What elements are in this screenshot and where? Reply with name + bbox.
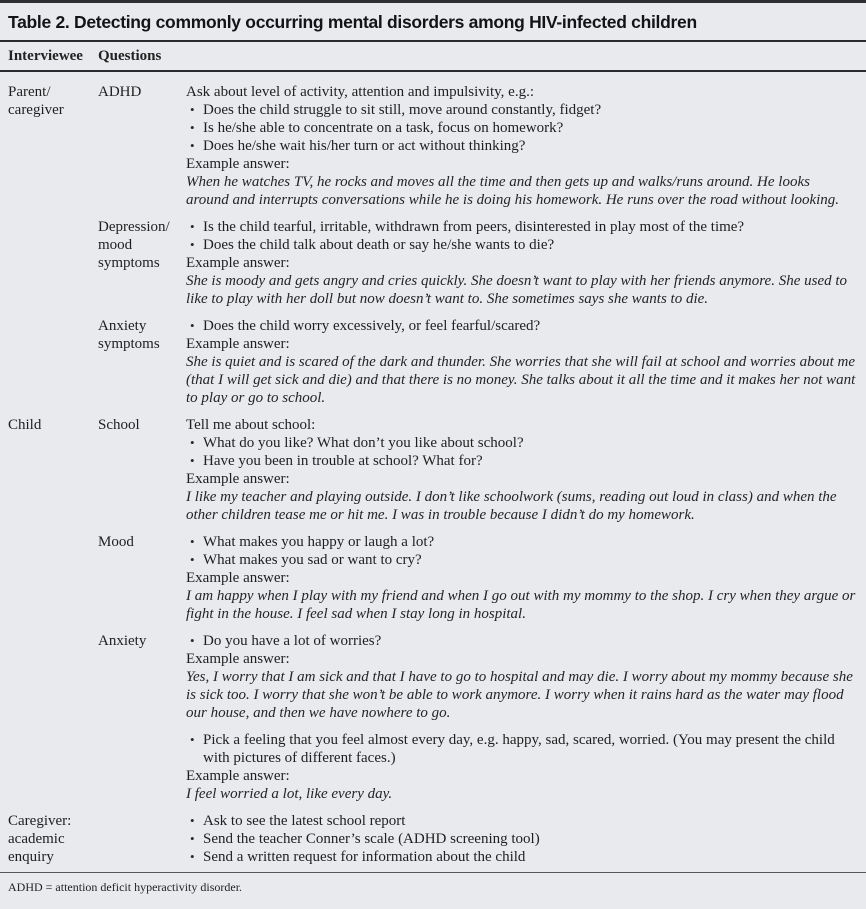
table-title: Table 2. Detecting commonly occurring mental disorders among HIV-infected children — [8, 12, 697, 32]
example-answer-label: Example answer: — [186, 471, 290, 487]
table-row — [0, 218, 866, 308]
interviewee-line: Caregiver: — [8, 813, 72, 829]
topic-cell — [98, 317, 186, 407]
interviewee-line: Child — [8, 417, 42, 433]
content-cell — [186, 812, 856, 866]
table-row — [0, 533, 866, 623]
topic-cell — [98, 218, 186, 308]
content-cell — [186, 317, 856, 407]
topic-cell — [98, 632, 186, 803]
question-intro: Tell me about school: — [186, 417, 316, 433]
header-row — [0, 42, 866, 70]
example-answer-label: Example answer: — [186, 768, 290, 784]
content-cell — [186, 218, 856, 308]
bullet-item: • Does the child talk about death or say he/she wants to die? — [186, 236, 856, 254]
question-block — [186, 812, 856, 866]
content-cell — [186, 83, 856, 209]
bullet-item: • Does he/she wait his/her turn or act without thinking? — [186, 137, 856, 155]
interviewee-cell — [8, 533, 98, 623]
question-block — [186, 533, 856, 623]
topic-cell — [98, 533, 186, 623]
example-answer-text: She is moody and gets angry and cries quickly. She doesn’t want to play with her friends anymore. She used to like to play with her doll but now doesn’t want to. She sometimes says she wants to die. — [186, 273, 848, 307]
topic-line: mood — [98, 237, 133, 253]
topic-line: School — [98, 417, 140, 433]
question-block — [186, 83, 856, 209]
bullet-item: • Is he/she able to concentrate on a task, focus on homework? — [186, 119, 856, 137]
topic-line: symptoms — [98, 336, 160, 352]
bullet-item: • Does the child worry excessively, or feel fearful/scared? — [186, 317, 856, 335]
example-answer-label: Example answer: — [186, 570, 290, 586]
question-block — [186, 731, 856, 803]
interviewee-cell — [8, 812, 98, 866]
content-cell — [186, 632, 856, 803]
example-answer-label: Example answer: — [186, 255, 290, 271]
table-row — [0, 83, 866, 209]
topic-line: ADHD — [98, 84, 142, 100]
example-answer-text: I am happy when I play with my friend and when I go out with my mommy to the shop. I cry when they argue or fight in the house. I feel sad when I stay long in hospital. — [186, 588, 856, 622]
example-answer-text: Yes, I worry that I am sick and that I have to go to hospital and may die. I worry about my mommy because she is sick too. I worry that she won’t be able to work anymore. I worry when it rains hard as the water may flood our house, and then we have nowhere to go. — [186, 669, 853, 721]
table-row — [0, 317, 866, 407]
topic-line: Anxiety — [98, 318, 147, 334]
example-answer-text: She is quiet and is scared of the dark and thunder. She worries that she will fail at school and worries about me (that I will get sick and die) and that there is no money. She talks about it all the time and it makes her not want to play or go to school. — [186, 354, 856, 406]
topic-line: symptoms — [98, 255, 160, 271]
bullet-item: • Have you been in trouble at school? What for? — [186, 452, 856, 470]
example-answer-text: I feel worried a lot, like every day. — [186, 786, 393, 802]
question-block — [186, 632, 856, 722]
table-row — [0, 812, 866, 866]
bullet-item: • Is the child tearful, irritable, withdrawn from peers, disinterested in play most of the time? — [186, 218, 856, 236]
example-answer-label: Example answer: — [186, 651, 290, 667]
topic-cell — [98, 416, 186, 524]
bullet-item: • What makes you happy or laugh a lot? — [186, 533, 856, 551]
table-row — [0, 416, 866, 524]
interviewee-cell — [8, 83, 98, 209]
content-cell — [186, 533, 856, 623]
topic-line: Anxiety — [98, 633, 147, 649]
example-answer-text: I like my teacher and playing outside. I don’t like schoolwork (sums, reading out loud in class) and when the other children tease me or hit me. I was in trouble because I didn’t do my homework. — [186, 489, 837, 523]
bullet-item: • Ask to see the latest school report — [186, 812, 856, 830]
example-answer-label: Example answer: — [186, 156, 290, 172]
example-answer-label: Example answer: — [186, 336, 290, 352]
interviewee-line: Parent/ — [8, 84, 51, 100]
content-cell — [186, 416, 856, 524]
interviewee-cell — [8, 632, 98, 803]
bullet-item: • Send a written request for information about the child — [186, 848, 856, 866]
bullet-item: • Send the teacher Conner’s scale (ADHD screening tool) — [186, 830, 856, 848]
interviewee-cell — [8, 218, 98, 308]
table-body — [0, 72, 866, 866]
topic-line: Depression/ — [98, 219, 170, 235]
question-block — [186, 218, 856, 308]
interviewee-cell — [8, 317, 98, 407]
question-intro: Ask about level of activity, attention and impulsivity, e.g.: — [186, 84, 534, 100]
column-header-questions: Questions — [98, 48, 162, 64]
bullet-item: • Pick a feeling that you feel almost every day, e.g. happy, sad, scared, worried. (You may present the child with pictures of different faces.) — [186, 731, 856, 767]
topic-cell — [98, 83, 186, 209]
bullet-item: • Do you have a lot of worries? — [186, 632, 856, 650]
column-header-interviewee: Interviewee — [8, 48, 83, 64]
interviewee-line: enquiry — [8, 849, 54, 865]
topic-line: Mood — [98, 534, 134, 550]
question-block — [186, 416, 856, 524]
table-row — [0, 632, 866, 803]
bullet-item: • Does the child struggle to sit still, move around constantly, fidget? — [186, 101, 856, 119]
interviewee-line: academic — [8, 831, 65, 847]
bullet-item: • What do you like? What don’t you like about school? — [186, 434, 856, 452]
example-answer-text: When he watches TV, he rocks and moves all the time and then gets up and walks/runs around. He looks around and interrupts conversations while he is doing his homework. He runs over the road without looking. — [186, 174, 840, 208]
interviewee-line: caregiver — [8, 102, 64, 118]
bullet-item: • What makes you sad or want to cry? — [186, 551, 856, 569]
question-block — [186, 317, 856, 407]
interviewee-cell — [8, 416, 98, 524]
topic-cell — [98, 812, 186, 866]
footnote: ADHD = attention deficit hyperactivity disorder. — [8, 880, 243, 894]
